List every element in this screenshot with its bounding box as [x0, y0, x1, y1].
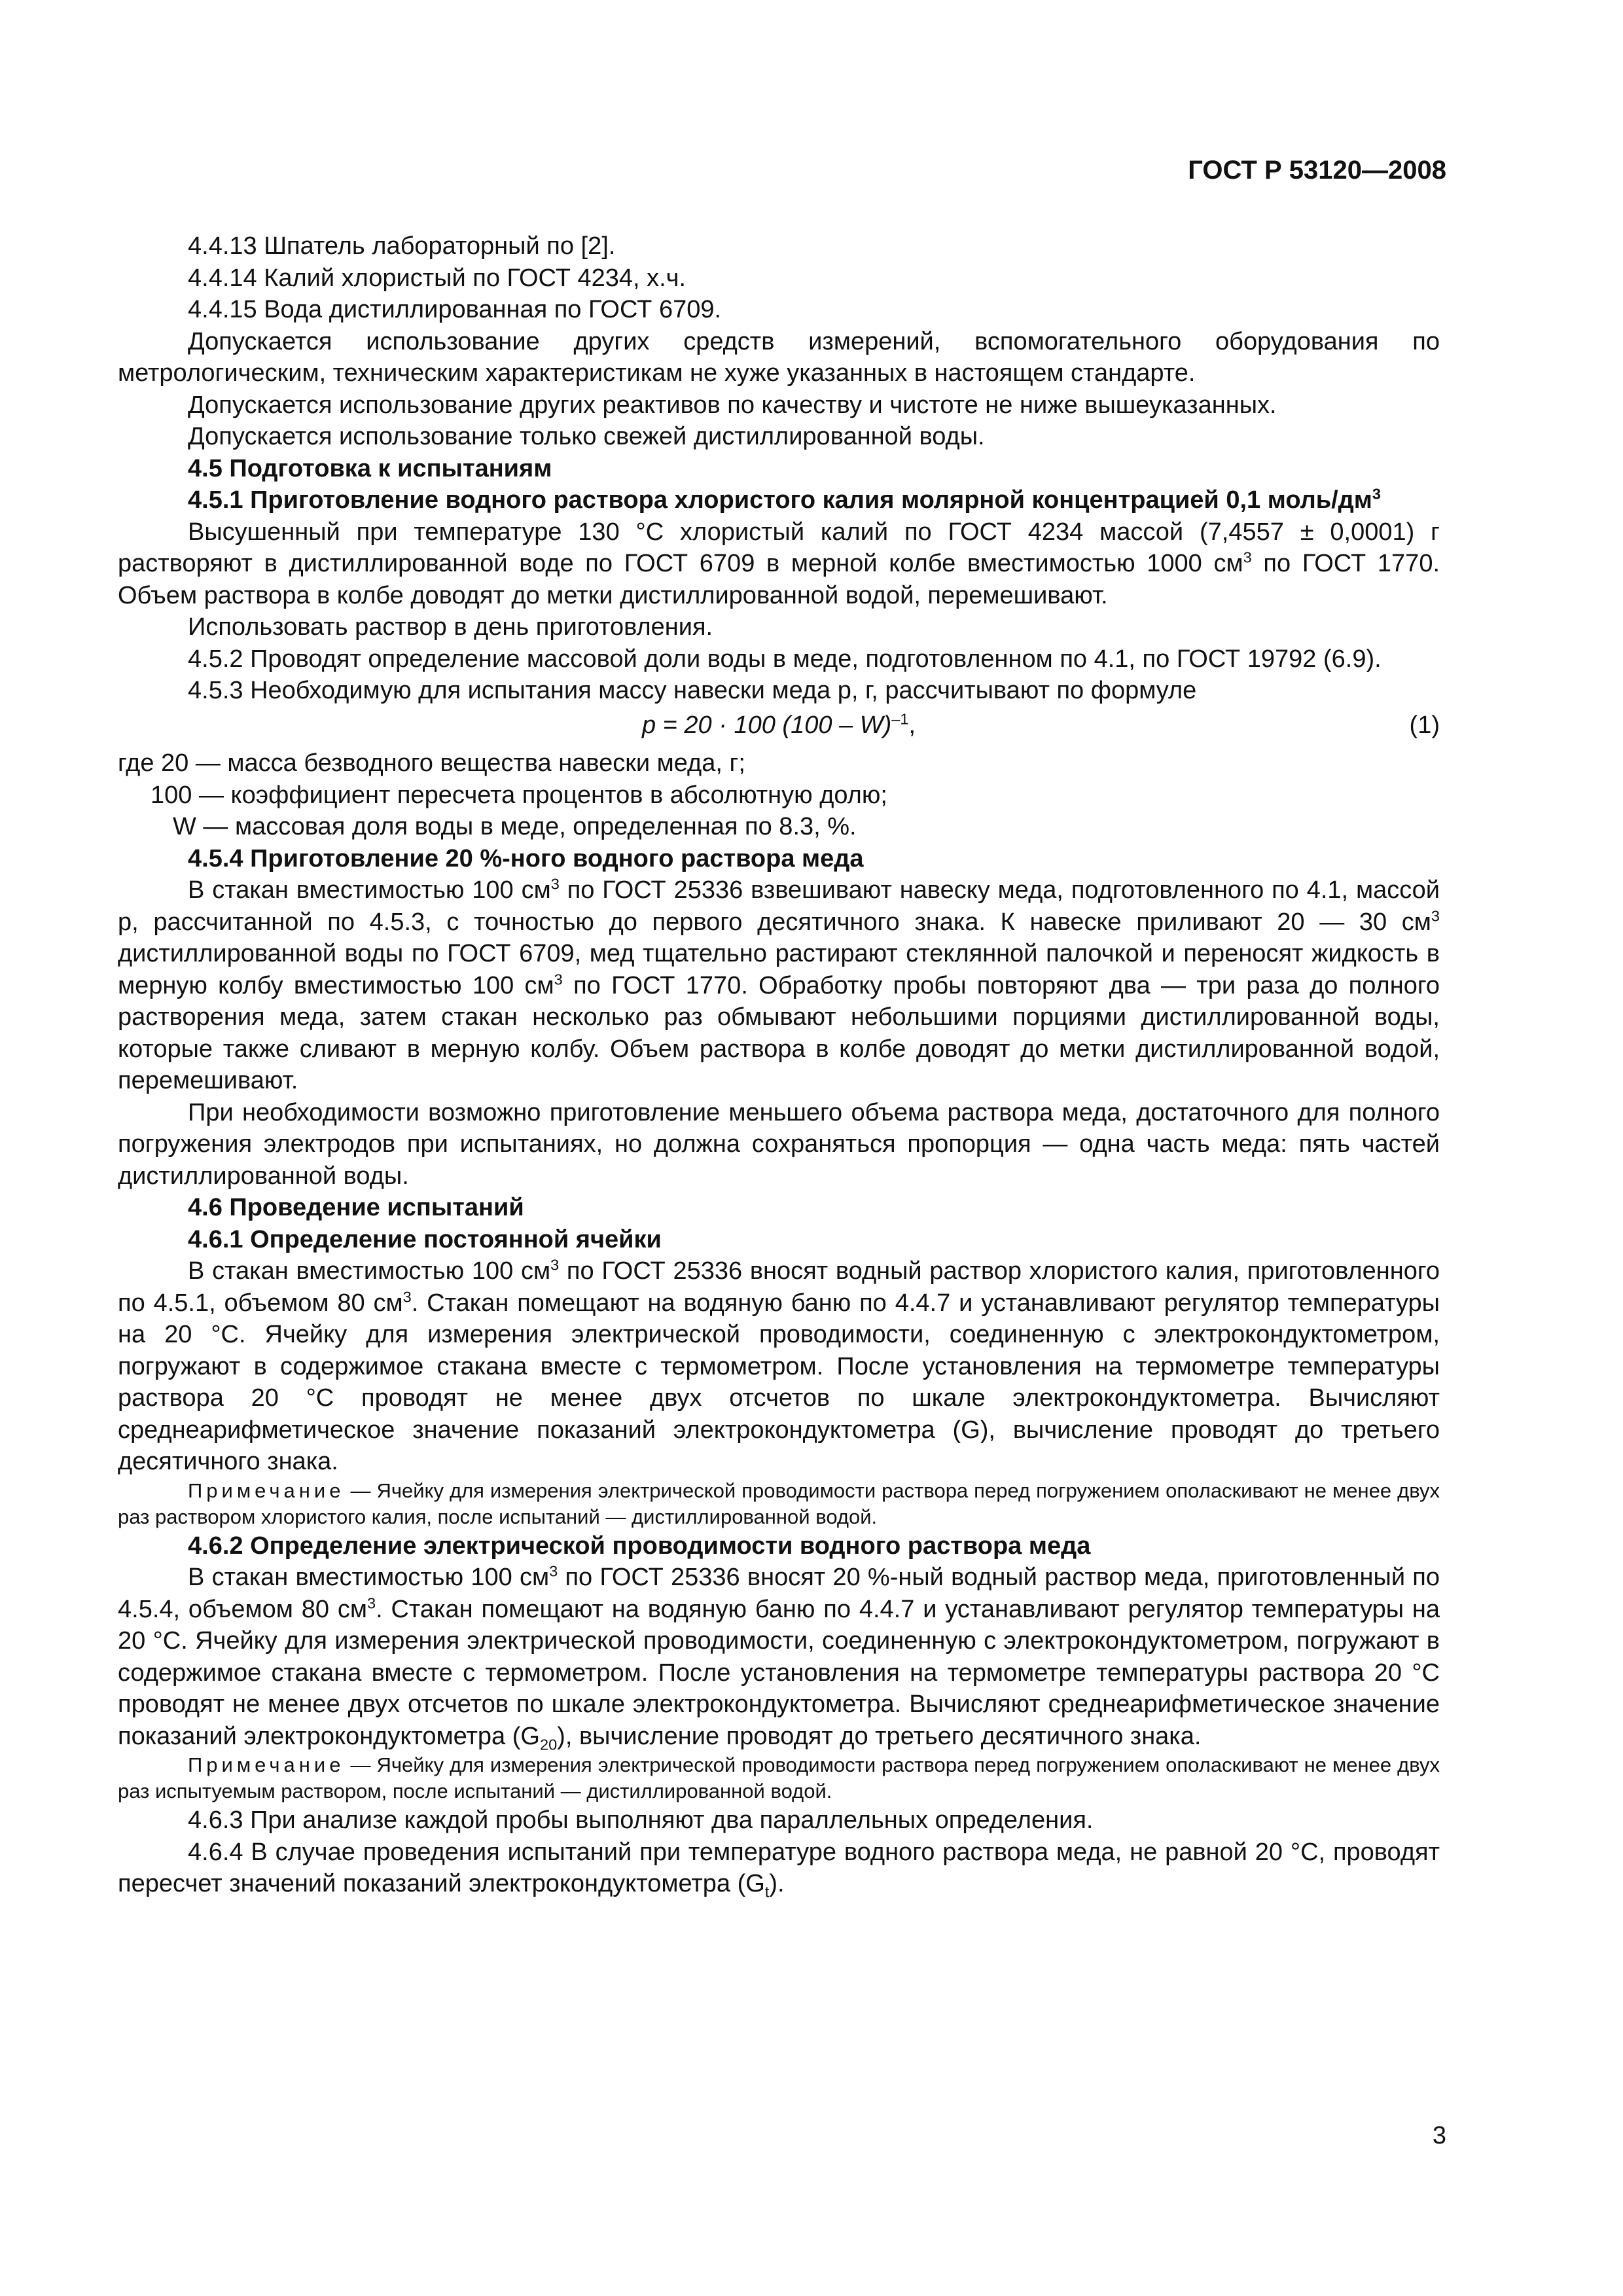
paragraph-4-6-3: 4.6.3 При анализе каждой пробы выполняют два параллельных определения. — [188, 1806, 1094, 1834]
paragraph-4-5-4-a: В стакан вместимостью 100 $см^3$ по ГОСТ 25336 взвешивают навеску меда, подготовленного по 4.1, массой p, рассчитанной по 4.5.3, с точностью до первого десятичного знака. К навеске приливают 20 — 30 $см^3$ дистиллированной воды по ГОСТ 6709, мед тщательно растирают стеклянной палочкой и переносят жидкость в мерную колбу вместимостью 100 $см^3$ по ГОСТ 1770. Обработку пробы повторяют два — три раза до полного растворения меда, затем стакан несколько раз обмывают небольшими порциями дистиллированной воды, которые также сливают в мерную колбу. Объем раствора в колбе доводят до метки дистиллированной водой, перемешивают. — [118, 875, 1440, 1094]
allowance-paragraph-1: Допускается использование других средств измерений, вспомогательного оборудования по метрологическим, техническим характеристикам не хуже указанных в настоящем стандарте. — [118, 327, 1440, 387]
formula-number: (1) — [1409, 711, 1440, 739]
document-body — [118, 230, 1440, 1900]
note-2: Примечание — Ячейку для измерения электрической проводимости раствора перед погружением ополаскивают не менее двух раз испытуемым раствором, после испытаний — дистиллированной водой. — [118, 1753, 1440, 1803]
legend-item-20: где 20 — масса безводного вещества навески меда, г; — [118, 749, 745, 777]
allowance-paragraph-3: Допускается использование только свежей дистиллированной воды. — [188, 423, 985, 450]
paragraph-4-6-4: 4.6.4 В случае проведения испытаний при температуре водного раствора меда, не равной 20 °С, проводят пересчет значений показаний электрокондуктометра $(G_t)$. — [118, 1838, 1440, 1901]
legend-item-100: 100 — коэффициент пересчета процентов в абсолютную долю; — [151, 781, 887, 809]
paragraph-4-5-3: 4.5.3 Необходимую для испытания массу навески меда p, г, рассчитывают по формуле — [188, 677, 1197, 704]
item-4-4-13: 4.4.13 Шпатель лабораторный по [2]. — [188, 232, 616, 260]
subsection-heading-4-6-1: 4.6.1 Определение постоянной ячейки — [188, 1225, 662, 1253]
formula-legend — [118, 747, 1440, 843]
item-4-4-14: 4.4.14 Калий хлористый по ГОСТ 4234, х.ч. — [188, 264, 687, 292]
paragraph-4-5-1-a: Высушенный при температуре 130 °С хлористый калий по ГОСТ 4234 массой (7,4557 ± 0,0001) г растворяют в дистиллированной воде по ГОСТ 6709 в мерной колбе вместимостью 1000 $см^3$ по ГОСТ 1770. Объем раствора в колбе доводят до метки дистиллированной водой, перемешивают. — [118, 518, 1440, 609]
note-1: Примечание — Ячейку для измерения электрической проводимости раствора перед погружением ополаскивают не менее двух раз раствором хлористого калия, после испытаний — дистиллированной водой. — [118, 1479, 1440, 1528]
item-4-4-15: 4.4.15 Вода дистиллированная по ГОСТ 6709. — [188, 296, 722, 323]
formula-1 — [118, 709, 1440, 742]
paragraph-4-5-4-b: При необходимости возможно приготовление меньшего объема раствора меда, достаточного для полного погружения электродов при испытаниях, но должна сохраняться пропорция — одна часть меда: пять частей дистиллированной воды. — [118, 1098, 1440, 1190]
subsection-heading-4-5-4: 4.5.4 Приготовление 20 %-ного водного раствора меда — [188, 844, 864, 872]
page-number: 3 — [1432, 2122, 1446, 2149]
section-heading-4-5: 4.5 Подготовка к испытаниям — [188, 454, 552, 482]
paragraph-4-6-1: В стакан вместимостью 100 $см^3$ по ГОСТ 25336 вносят водный раствор хлористого калия, приготовленного по 4.5.1, объемом 80 $см^3$. Стакан помещают на водяную баню по 4.4.7 и устанавливают регулятор температуры на 20 °С. Ячейку для измерения электрической проводимости, соединенную с электрокондуктометром, погружают в содержимое стакана вместе с термометром. После установления на термометре температуры раствора 20 °С проводят не менее двух отсчетов по шкале электрокондуктометра. Вычисляют среднеарифметическое значение показаний электрокондуктометра (G), вычисление проводят до третьего десятичного знака. — [118, 1256, 1440, 1475]
subsection-heading-4-5-1: 4.5.1 Приготовление водного раствора хлористого калия молярной концентрацией 0,1 моль/$дм^3$ — [188, 485, 1382, 514]
section-heading-4-6: 4.6 Проведение испытаний — [188, 1194, 524, 1221]
paragraph-4-5-2: 4.5.2 Проводят определение массовой доли воды в меде, подготовленном по 4.1, по ГОСТ 19792 (6.9). — [188, 645, 1382, 673]
subsection-heading-4-6-2: 4.6.2 Определение электрической проводимости водного раствора меда — [188, 1532, 1091, 1560]
paragraph-4-6-2: В стакан вместимостью 100 $см^3$ по ГОСТ 25336 вносят 20 %-ный водный раствор меда, приготовленный по 4.5.4, объемом 80 $см^3$. Стакан помещают на водяную баню по 4.4.7 и устанавливают регулятор температуры на 20 °С. Ячейку для измерения электрической проводимости, соединенную с электрокондуктометром, погружают в содержимое стакана вместе с термометром. После установления на термометре температуры раствора 20 °С проводят не менее двух отсчетов по шкале электрокондуктометра. Вычисляют среднеарифметическое значение показаний электрокондуктометра $(G_{20})$, вычисление проводят до третьего десятичного знака. — [118, 1562, 1440, 1753]
legend-item-w: W — массовая доля воды в меде, определенная по 8.3, %. — [173, 813, 857, 840]
formula-expression: p = 20 · 100 (100 – W)$^{-1}$, — [641, 709, 916, 739]
allowance-paragraph-2: Допускается использование других реактивов по качеству и чистоте не ниже вышеуказанных. — [188, 391, 1277, 419]
standard-header: ГОСТ Р 53120—2008 — [1188, 156, 1446, 185]
paragraph-4-5-1-b: Использовать раствор в день приготовления. — [188, 613, 713, 641]
